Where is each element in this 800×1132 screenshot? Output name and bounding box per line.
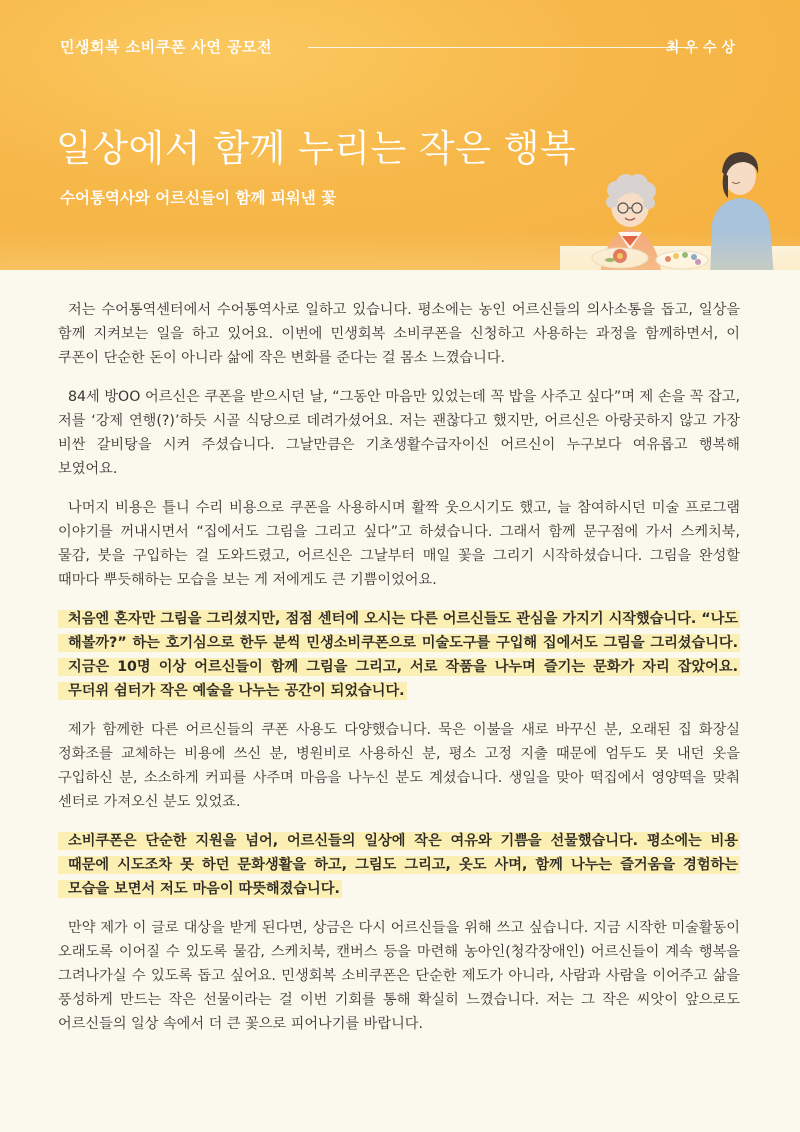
paint-palette <box>656 251 708 269</box>
article-body <box>58 298 740 1051</box>
contest-name: 민생회복 소비쿠폰 사연 공모전 <box>60 38 273 56</box>
highlighted-paragraph-6: 소비쿠폰은 단순한 지원을 넘어, 어르신들의 일상에 작은 여유와 기쁨을 선물했습니다. 평소에는 비용 때문에 시도조차 못 하던 문화생활을 하고, 그림도 그리고, 옷도 사며, 함께 나누는 즐거움을 경험하는 모습을 보면서 저도 마음이 따뜻해졌습니다. <box>58 829 740 901</box>
page-title: 일상에서 함께 누리는 작은 행복 <box>56 127 577 170</box>
sketch-paper <box>592 248 648 268</box>
header-banner <box>0 0 800 270</box>
paragraph-2: 84세 방OO 어르신은 쿠폰을 받으시던 날, “그동안 마음만 있었는데 꼭 밥을 사주고 싶다”며 제 손을 꼭 잡고, 저를 ‘강제 연행(?)’하듯 시골 식당으로 데려가셨어요. 저는 괜찮다고 했지만, 어르신은 아랑곳하지 않고 가장 비싼 갈비탕을 시켜 주셨습니다. 그날만큼은 기초생활수급자이신 어르신이 누구보다 여유롭고 행복해 보였어요. <box>58 389 740 477</box>
page-subtitle: 수어통역사와 어르신들이 함께 피워낸 꽃 <box>60 189 337 207</box>
paragraph-3: 나머지 비용은 틀니 수리 비용으로 쿠폰을 사용하시며 활짝 웃으시기도 했고, 늘 참여하시던 미술 프로그램 이야기를 꺼내시면서 “집에서도 그림을 그리고 싶다”고 하셨습니다. 그래서 함께 문구점에 가서 스케치북, 물감, 붓을 구입하는 걸 도와드렸고, 어르신은 그날부터 매일 꽃을 그리기 시작하셨습니다. 그림을 완성할 때마다 뿌듯해하는 모습을 보는 게 저에게도 큰 기쁨이었어요. <box>58 500 740 588</box>
highlighted-paragraph-4: 처음엔 혼자만 그림을 그리셨지만, 점점 센터에 오시는 다른 어르신들도 관심을 가지기 시작했습니다. “나도 해볼까?” 하는 호기심으로 한두 분씩 민생소비쿠폰으로 미술도구를 구입해 집에서도 그림을 그리셨습니다. 지금은 10명 이상 어르신들이 함께 그림을 그리고, 서로 작품을 나누며 즐기는 문화가 자리 잡았어요. 무더위 쉼터가 작은 예술을 나누는 공간이 되었습니다. <box>58 607 740 703</box>
table-shape <box>560 246 800 270</box>
award-label: 최우수상 <box>665 40 740 56</box>
top-bar <box>60 36 740 60</box>
interpreter-figure <box>710 152 774 270</box>
flower-drawing <box>613 249 627 263</box>
divider-line <box>308 47 688 48</box>
elderly-woman-figure <box>600 174 662 270</box>
paragraph-5: 제가 함께한 다른 어르신들의 쿠폰 사용도 다양했습니다. 묵은 이불을 새로 바꾸신 분, 오래된 집 화장실 정화조를 교체하는 비용에 쓰신 분, 병원비로 사용하신 분, 평소 고정 지출 때문에 엄두도 못 내던 옷을 구입하신 분, 소소하게 커피를 사주며 마음을 나누신 분도 계셨습니다. 생일을 맞아 떡집에서 영양떡을 맞춰 센터로 가져오신 분도 있었죠. <box>58 722 740 810</box>
paragraph-7: 만약 제가 이 글로 대상을 받게 된다면, 상금은 다시 어르신들을 위해 쓰고 싶습니다. 지금 시작한 미술활동이 오래도록 이어질 수 있도록 물감, 스케치북, 캔버스 등을 마련해 농아인(청각장애인) 어르신들이 계속 행복을 그려나가실 수 있도록 돕고 싶어요. 민생회복 소비쿠폰은 단순한 제도가 아니라, 사람과 사람을 이어주고 삶을 풍성하게 만드는 작은 선물이라는 걸 이번 기회를 통해 확실히 느꼈습니다. 저는 그 작은 씨앗이 앞으로도 어르신들의 일상 속에서 더 큰 꽃으로 피어나기를 바랍니다. <box>58 920 740 1032</box>
illustration-image <box>560 128 800 270</box>
paragraph-1: 저는 수어통역센터에서 수어통역사로 일하고 있습니다. 평소에는 농인 어르신들의 의사소통을 돕고, 일상을 함께 지켜보는 일을 하고 있어요. 이번에 민생회복 소비쿠폰을 신청하고 사용하는 과정을 함께하면서, 이 쿠폰이 단순한 돈이 아니라 삶에 작은 변화를 준다는 걸 몸소 느꼈습니다. <box>58 302 740 366</box>
